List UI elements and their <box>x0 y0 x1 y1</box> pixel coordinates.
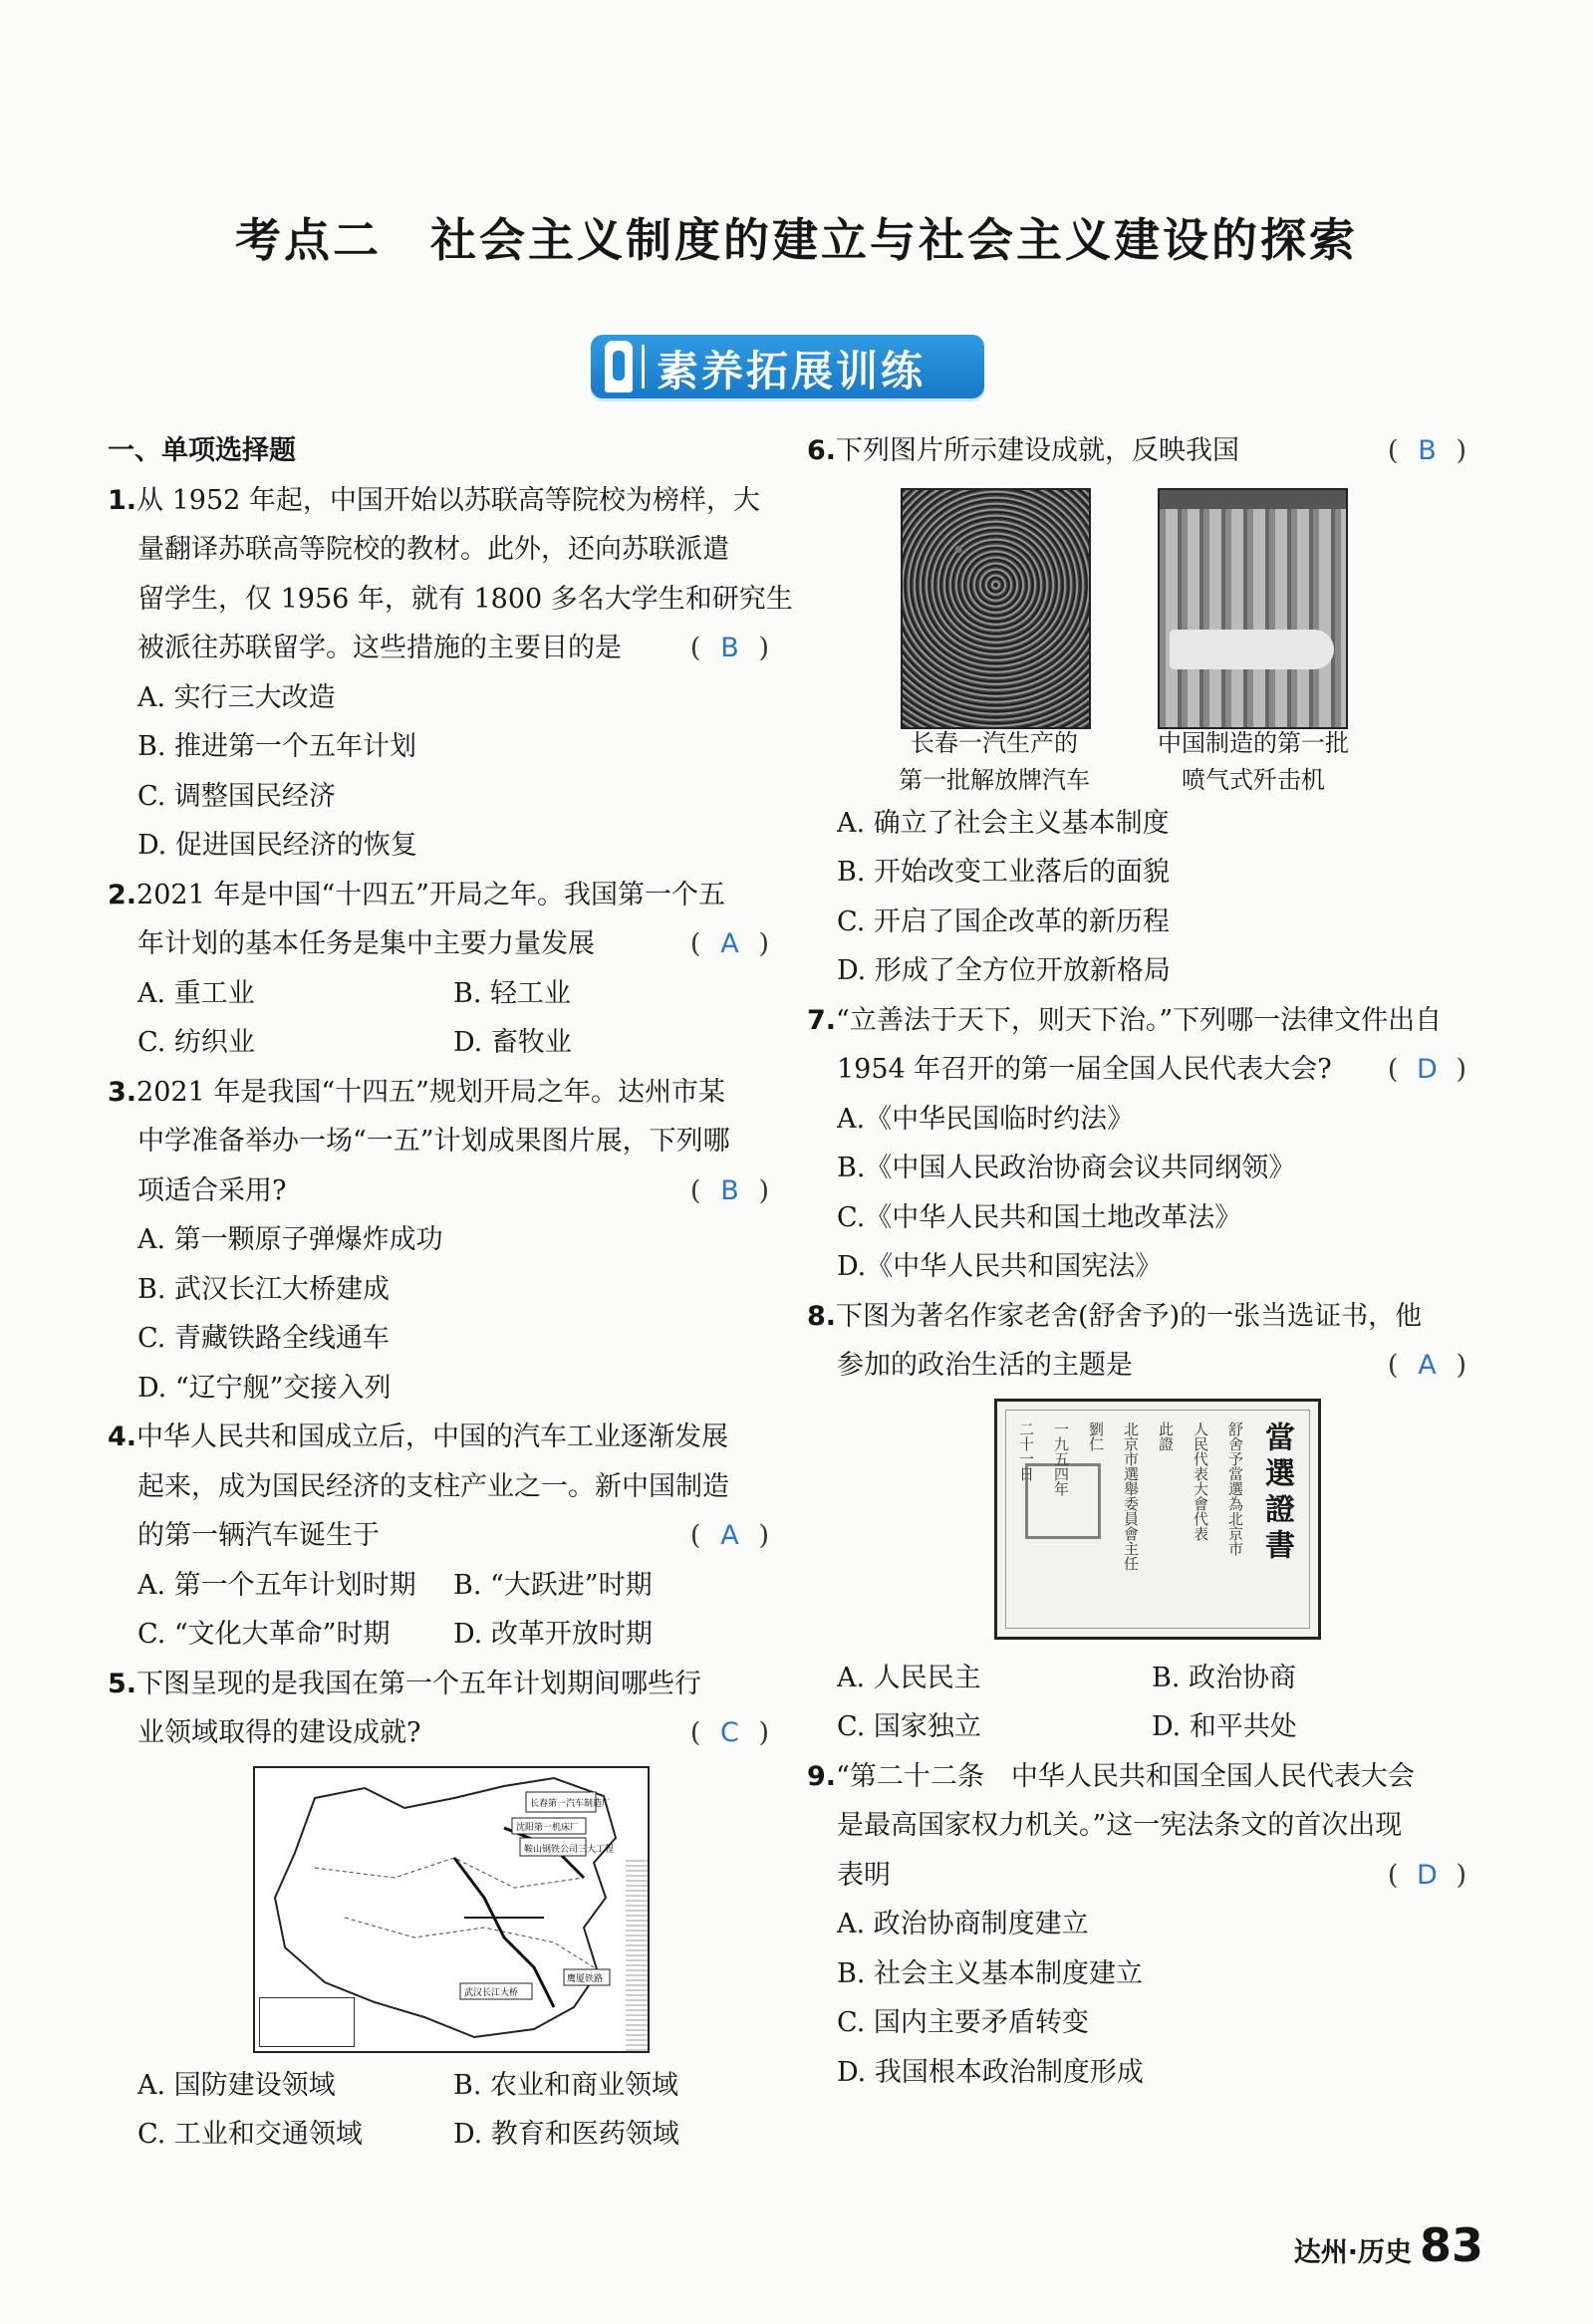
sea-hatching <box>626 1858 648 2051</box>
question-text: “第二十二条 中华人民共和国全国人民代表大会 <box>836 1760 1415 1792</box>
question-number: 6. <box>807 435 837 466</box>
section-banner <box>591 335 984 398</box>
photo-row <box>807 476 1466 725</box>
option: D.《中华人民共和国宪法》 <box>837 1251 1163 1282</box>
question-4 <box>108 1413 769 1660</box>
page-title: 考点二 社会主义制度的建立与社会主义建设的探索 <box>235 213 1358 267</box>
option: C. 工业和交通领域 <box>137 2119 363 2150</box>
option: A. 第一颗原子弹爆炸成功 <box>137 1224 443 1255</box>
left-column <box>108 426 793 2160</box>
page-footer <box>1294 2218 1483 2272</box>
caption-line: 长春一汽生产的 <box>911 728 1078 757</box>
option: C. 纺织业 <box>137 1027 255 1058</box>
map-label: 武汉长江大桥 <box>464 1987 519 1998</box>
option: B. 社会主义基本制度建立 <box>837 1957 1144 1989</box>
certificate-line: 人民代表大會代表 <box>1192 1420 1209 1541</box>
question-text: 是最高国家权力机关。”这一宪法条文的首次出现 <box>837 1810 1403 1841</box>
question-5 <box>108 1660 769 2160</box>
option: C. 调整国民经济 <box>137 780 336 812</box>
question-text: 下图呈现的是我国在第一个五年计划期间哪些行 <box>136 1668 702 1699</box>
question-text: 从 1952 年起，中国开始以苏联高等院校为榜样，大 <box>136 484 760 516</box>
answer: D <box>1417 1859 1438 1891</box>
option: D. 和平共处 <box>1152 1711 1297 1742</box>
question-1 <box>108 476 793 871</box>
certificate-line: 劉仁 <box>1087 1420 1105 1451</box>
caption-line: 第一批解放牌汽车 <box>899 765 1090 794</box>
question-text: 参加的政治生活的主题是 <box>837 1350 1133 1381</box>
answer: B <box>1418 435 1437 466</box>
option: A. 人民民主 <box>837 1662 981 1693</box>
banner-divider <box>642 345 645 388</box>
option: D. 教育和医药领域 <box>453 2119 679 2150</box>
question-text: 中学准备举办一场“一五”计划成果图片展，下列哪 <box>137 1126 730 1157</box>
option: D. 畜牧业 <box>453 1027 572 1058</box>
question-text: “立善法于天下，则天下治。”下列哪一法律文件出自 <box>836 1004 1443 1036</box>
question-text: 年计划的基本任务是集中主要力量发展 <box>137 928 595 959</box>
question-text: 1954 年召开的第一届全国人民代表大会? <box>837 1054 1332 1085</box>
caption-line: 喷气式歼击机 <box>1182 765 1325 794</box>
option: C.《中华人民共和国土地改革法》 <box>837 1201 1242 1233</box>
question-8 <box>807 1292 1466 1752</box>
question-text: 下图为著名作家老舍(舒舍予)的一张当选证书，他 <box>836 1300 1423 1332</box>
option: B.《中国人民政治协商会议共同纲领》 <box>837 1153 1296 1183</box>
question-text: 被派往苏联留学。这些措施的主要目的是 <box>137 633 622 663</box>
option: B. 政治协商 <box>1152 1662 1297 1693</box>
option: D. 形成了全方位开放新格局 <box>837 955 1171 986</box>
option: B. 武汉长江大桥建成 <box>137 1273 391 1305</box>
question-text: 中华人民共和国成立后，中国的汽车工业逐渐发展 <box>136 1421 729 1452</box>
answer-bracket: ( A ) <box>1388 1341 1466 1391</box>
question-text: 项适合采用? <box>137 1174 287 1206</box>
option: A.《中华民国临时约法》 <box>837 1103 1135 1135</box>
question-number: 4. <box>108 1421 137 1452</box>
option: A. 确立了社会主义基本制度 <box>837 807 1170 839</box>
map-label: 长春第一汽车制造厂 <box>530 1798 612 1809</box>
answer-bracket: ( D ) <box>1388 1045 1466 1095</box>
person-icon <box>605 341 633 392</box>
question-9 <box>807 1752 1466 2098</box>
election-certificate <box>994 1399 1321 1640</box>
answer-bracket: ( B ) <box>690 624 769 673</box>
question-3 <box>108 1068 769 1414</box>
answer-bracket: ( C ) <box>690 1708 769 1758</box>
certificate-line: 一九五四年 <box>1052 1420 1070 1496</box>
option: A. 国防建设领域 <box>137 2069 336 2101</box>
option: C. 青藏铁路全线通车 <box>137 1323 390 1354</box>
question-text: 起来，成为国民经济的支柱产业之一。新中国制造 <box>137 1470 729 1502</box>
question-2 <box>108 871 769 1068</box>
option: A. 政治协商制度建立 <box>837 1909 1089 1939</box>
answer-bracket: ( A ) <box>690 1511 769 1561</box>
answer-bracket: ( D ) <box>1388 1851 1466 1901</box>
certificate-line: 二十一日 <box>1017 1420 1035 1481</box>
question-number: 8. <box>807 1300 837 1332</box>
answer-bracket: ( A ) <box>690 919 769 969</box>
jet-fighter-photo <box>1158 488 1348 729</box>
certificate-title: 當選證書 <box>1259 1420 1294 1565</box>
map-label: 沈阳第一机床厂 <box>516 1822 580 1833</box>
photo-caption <box>865 725 1124 799</box>
banner-text: 素养拓展训练 <box>657 347 927 395</box>
option: C. 国内主要矛盾转变 <box>837 2007 1089 2038</box>
answer: A <box>1418 1350 1437 1381</box>
option: B. 农业和商业领域 <box>453 2069 679 2101</box>
right-column <box>807 426 1466 2097</box>
option: C. “文化大革命”时期 <box>137 1619 391 1650</box>
question-text: 2021 年是中国“十四五”开局之年。我国第一个五 <box>136 879 725 910</box>
photo-caption <box>1124 725 1383 799</box>
option: A. 重工业 <box>137 977 255 1009</box>
question-number: 3. <box>108 1076 137 1108</box>
answer-bracket: ( B ) <box>690 1166 769 1216</box>
answer: A <box>720 928 739 959</box>
option: D. “辽宁舰”交接入列 <box>137 1372 392 1404</box>
caption-line: 中国制造的第一批 <box>1158 728 1349 757</box>
map-label: 鞍山钢铁公司三大工程 <box>524 1844 615 1855</box>
answer: A <box>720 1520 739 1551</box>
truck-crowd-photo <box>901 488 1091 729</box>
answer: B <box>720 633 739 663</box>
question-text: 留学生，仅 1956 年，就有 1800 多名大学生和研究生 <box>137 583 793 615</box>
answer: B <box>720 1174 739 1206</box>
page-number: 83 <box>1419 2218 1483 2272</box>
footer-subject: 达州·历史 <box>1293 2237 1412 2268</box>
map-legend <box>259 1997 355 2047</box>
answer: D <box>1417 1054 1438 1085</box>
certificate-line: 舒舍予當選為北京市 <box>1226 1420 1244 1556</box>
option: B. 轻工业 <box>453 977 572 1009</box>
question-text: 的第一辆汽车诞生于 <box>137 1520 380 1551</box>
question-number: 7. <box>807 1004 837 1036</box>
answer: C <box>720 1717 739 1748</box>
certificate-line: 北京市選舉委員會主任 <box>1122 1420 1140 1571</box>
question-7 <box>807 996 1466 1292</box>
question-number: 9. <box>807 1760 837 1792</box>
question-number: 2. <box>108 879 137 910</box>
question-text: 量翻译苏联高等院校的教材。此外，还向苏联派遣 <box>137 534 729 565</box>
map-label: 鹰厦铁路 <box>567 1973 604 1984</box>
question-text: 2021 年是我国“十四五”规划开局之年。达州市某 <box>136 1076 725 1108</box>
option: A. 实行三大改造 <box>137 681 336 713</box>
option: D. 促进国民经济的恢复 <box>137 830 417 861</box>
option: C. 国家独立 <box>837 1711 981 1742</box>
answer-bracket: ( B ) <box>1388 426 1466 476</box>
section-title: 一、单项选择题 <box>108 435 296 466</box>
question-text: 业领域取得的建设成就? <box>137 1717 421 1748</box>
official-seal <box>1025 1463 1101 1539</box>
option: D. 改革开放时期 <box>453 1619 653 1650</box>
question-text: 表明 <box>837 1859 891 1891</box>
china-map <box>253 1766 650 2053</box>
option: C. 开启了国企改革的新历程 <box>837 905 1170 937</box>
option: B. “大跃进”时期 <box>453 1569 653 1601</box>
question-6 <box>807 426 1466 996</box>
option: B. 推进第一个五年计划 <box>137 731 417 762</box>
question-number: 1. <box>108 484 137 516</box>
certificate-line: 此證 <box>1157 1420 1175 1451</box>
question-text: 下列图片所示建设成就，反映我国 <box>836 435 1240 466</box>
question-number: 5. <box>108 1668 137 1699</box>
option: A. 第一个五年计划时期 <box>137 1569 416 1601</box>
option: B. 开始改变工业落后的面貌 <box>837 857 1171 888</box>
option: D. 我国根本政治制度形成 <box>837 2056 1144 2088</box>
